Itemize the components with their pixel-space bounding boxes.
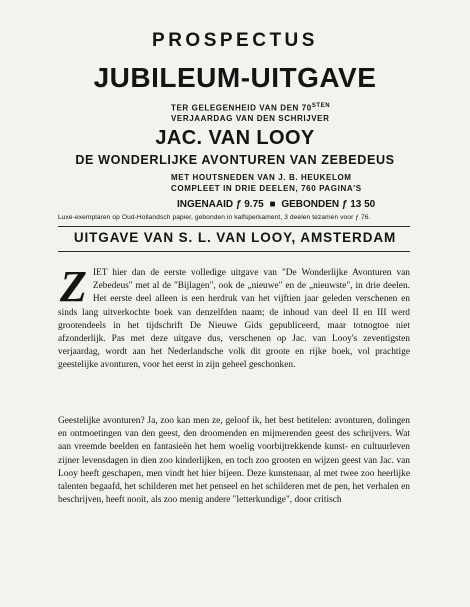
price-line bbox=[177, 199, 375, 210]
publisher-line: UITGAVE VAN S. L. VAN LOOY, AMSTERDAM bbox=[73, 230, 397, 245]
body-paragraph-1 bbox=[58, 262, 410, 373]
price-bound: GEBONDEN ƒ 13 50 bbox=[281, 199, 376, 210]
book-title: DE WONDERLIJKE AVONTUREN VAN ZEBEDEUS bbox=[75, 153, 395, 167]
edition-title: JUBILEUM-UITGAVE bbox=[93, 62, 377, 93]
price-sewn: INGENAAID ƒ 9.75 bbox=[177, 199, 264, 210]
occasion-line-1 bbox=[171, 103, 330, 113]
ordinal-suffix: STEN bbox=[311, 103, 331, 109]
author-name: JAC. VAN LOOY bbox=[155, 127, 315, 149]
divider-top bbox=[58, 226, 410, 227]
occasion-line-2: VERJAARDAG VAN DEN SCHRIJVER bbox=[171, 114, 330, 123]
luxury-edition-note: Luxe-exemplaren op Oud-Hollandsch papier, gebonden in kalfsperkament, 3 deelen tezamen voor ƒ 76. bbox=[58, 214, 371, 221]
occasion-line-1-text: TER GELEGENHEID VAN DEN 70 bbox=[171, 103, 312, 113]
woodcut-details: MET HOUTSNEDEN VAN J. B. HEUKELOM bbox=[171, 173, 352, 182]
paragraph-1-text: IET hier dan de eerste volledige uitgave van "De Wonderlijke Avonturen van Zebedeus" met al de "Bijlagen", ook de „nieuwe" en de „nieuwste", in drie deelen. Het eerste deel alleen is een herdruk van het vijftien jaar geleden verschenen en sinds lang uitverkochte boek van denzelfden naam; de inhoud van deel II en III werd grootendeels in het tijdschrift De Nieuwe Gids gepubliceerd, maar totnogtoe niet afzonderlijk. Pas met deze uitgave dus, verschenen op Jac. van Looy's zeventigsten verjaardag, wordt aan het Nederlandsche volk dit groote en rijke boek, vol prachtige geestelijke avonturen, voor het eerst in zijn geheel geschonken. bbox=[58, 268, 410, 371]
prospectus-heading: PROSPECTUS bbox=[152, 30, 318, 51]
body-paragraph-2: Geestelijke avonturen? Ja, zoo kan men ze, geloof ik, het best betitelen: avonturen, dolingen en ontmoetingen van den geest, den droomenden en mijmerenden geest des schrijvers. Wat aan vreemde beelden en fantasieën het hem woelig voorbijtrekkende kunst- en cultuurleven zijner levensdagen in dien zoo kinderlijken, en toch zoo grooten en wijzen geest van Jac. van Looy heeft geschapen, men vindt het hier bijeen. Deze kunstenaar, al met twee zoo heerlijke talenten begaafd, het schilderen met het penseel en het schilderen met de pen, het verhalen en beschrijven, heeft nooit, als zoo menig andere "letterkundige", door critisch bbox=[58, 416, 410, 506]
drop-cap: Z bbox=[60, 262, 87, 311]
divider-bottom bbox=[58, 251, 410, 252]
volume-details: COMPLEET IN DRIE DEELEN, 760 PAGINA'S bbox=[171, 184, 362, 193]
price-separator: ■ bbox=[269, 199, 276, 210]
